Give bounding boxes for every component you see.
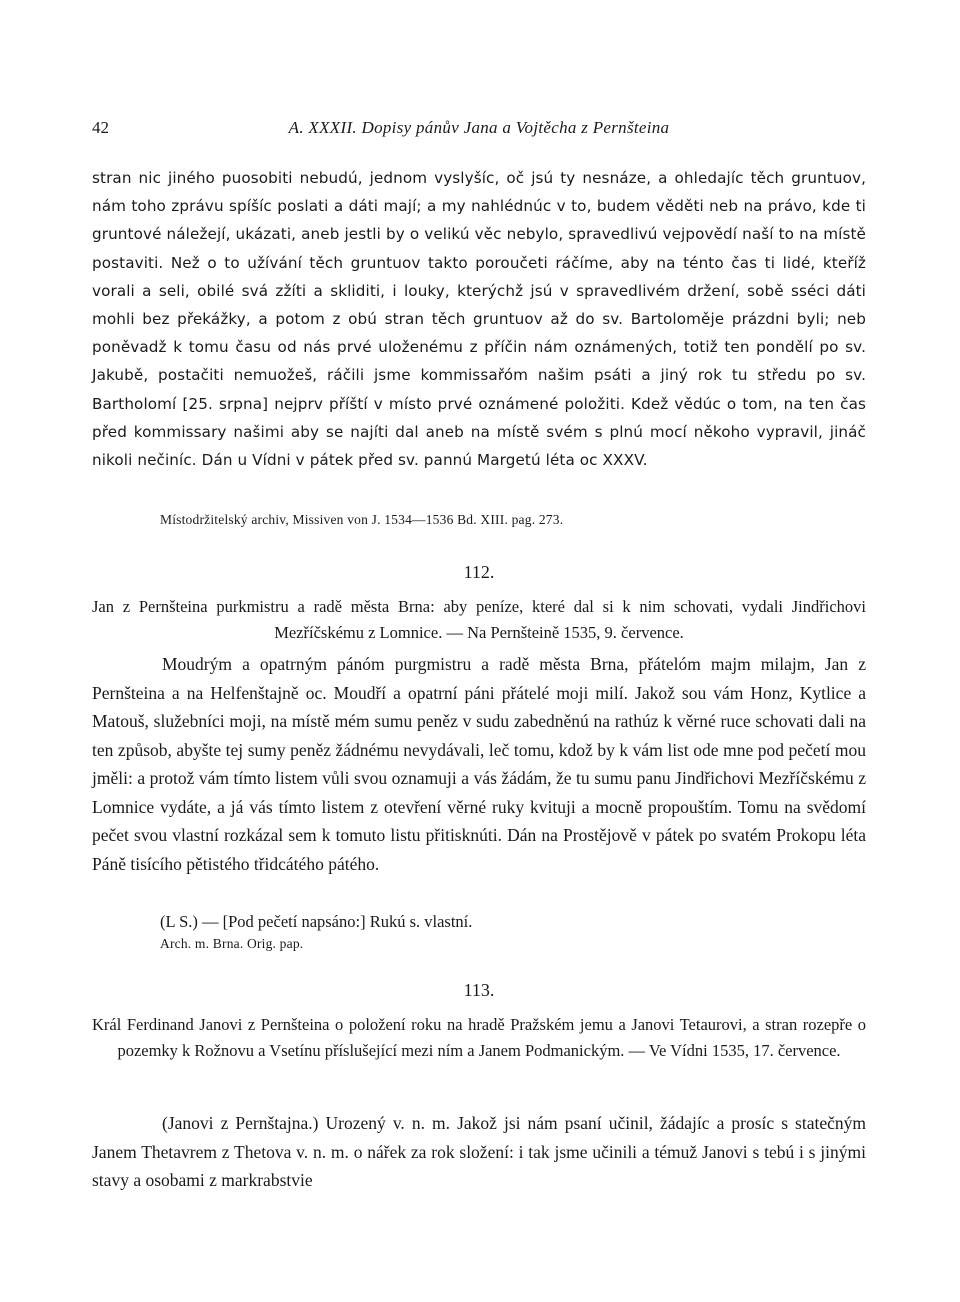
continuation-section bbox=[92, 164, 866, 474]
letter-112 bbox=[92, 650, 866, 878]
page-number: 42 bbox=[92, 118, 109, 137]
letter-113-paragraph: (Janovi z Pernštajna.) Urozený v. n. m. Jakož jsi nám psaní učinil, žádajíc a prosíc s statečným Janem Thetavrem z Thetova v. n. m. o nářek za rok složení: i tak jsme učinili a témuž Janovi s tebú i s jinými stavy a osobami z markrabstvie bbox=[92, 1113, 866, 1190]
letter-113 bbox=[92, 1109, 866, 1195]
letter-112-paragraph: Moudrým a opatrným pánóm purgmistru a radě města Brna, přátelóm majm milajm, Jan z Pernšteina a na Helfenštajně oc. Moudří a opatrní páni přátelé moji milí. Jakož sou vám Honz, Kytlice a Matouš, služebníci moji, na místě mém sumu peněz v sudu zabedněnú na rathúz k věrné ruce schovati dali na ten způsob, abyšte tej sumy peněz žádnému nevydávali, leč tomu, kdož by k vám list ode mne pod pečetí mou jměli: a protož vám tímto listem vůli svou oznamuji a vás žádám, že tu sumu panu Jindřichovi Mezříčskému z Lomnice vydáte, a já vás tímto listem z otevření věrné ruky kvituji a mocně propouštím. Tomu na svědomí pečet svou vlastní rozkázal sem k tomuto listu přitisknúti. Dán na Prostějově v pátek po svatém Prokopu léta Páně tisícího pětistého třidcátého pátého. bbox=[92, 654, 866, 874]
source-note-111: Místodržitelský archiv, Missiven von J. 1534—1536 Bd. XIII. pag. 273. bbox=[160, 512, 564, 527]
document-number-112: 112. bbox=[463, 562, 495, 582]
running-head bbox=[92, 118, 866, 142]
regest-113: Král Ferdinand Janovi z Pernšteina o položení roku na hradě Pražském jemu a Janovi Tetaurovi, a stran rozepře o pozemky k Rožnovu a Vsetínu příslušející mezi ním a Janem Podmanickým. — Ve Vídni 1535, 17. července. bbox=[92, 1015, 866, 1060]
running-title: A. XXXII. Dopisy pánův Jana a Vojtěcha z Pernšteina bbox=[288, 118, 670, 137]
seal-note-112: (L S.) — [Pod pečetí napsáno:] Rukú s. vlastní. bbox=[160, 912, 473, 931]
document-number-113: 113. bbox=[463, 980, 495, 1000]
continuation-paragraph: stran nic jiného puosobiti nebudú, jednom vyslyšíc, oč jsú ty nesnáze, a ohledajíc těch gruntuov, nám toho zprávu spíšíc poslati a dáti mají; a my nahlédnúc v to, budem věděti neb na právo, kde ti gruntové náležejí, ukázati, aneb jestli by o velikú věc nebylo, spravedlivú vejpovědí naší to na místě postaviti. Než o to užívání těch gruntuov takto poroučeti ráčíme, aby na ténto čas ti lidé, kteříž vorali a seli, obilé svá zžíti a skliditi, i louky, kterýchž jsú v spravedlivém držení, sobě sséci dáti mohli bez překážky, a potom z obú stran těch gruntuov až do sv. Bartoloměje prázdni byli; neb poněvadž k tomu času od nás prvé uloženému z příčin nám oznámených, totiž ten pondělí po sv. Jakubě, postačiti nemuožeš, ráčili jsme kommissařóm našim psáti a jiný rok tu středu po sv. Bartholomí [25. srpna] nejprv příští v místo prvé oznámené položiti. Kdež vědúc o tom, na ten čas před kommissary našimi aby se najíti dal aneb na místě svém s plnú mocí někoho vypravil, jináč nikoli nečiníc. Dán u Vídni v pátek před sv. pannú Margetú léta oc XXXV. bbox=[92, 169, 866, 470]
source-note-112: Arch. m. Brna. Orig. pap. bbox=[160, 936, 304, 951]
regest-112: Jan z Pernšteina purkmistru a radě města Brna: aby peníze, které dal si k nim schovati, vydali Jindřichovi Mezříčskému z Lomnice. — Na Pernšteině 1535, 9. července. bbox=[92, 597, 866, 642]
document-page bbox=[92, 0, 866, 1302]
